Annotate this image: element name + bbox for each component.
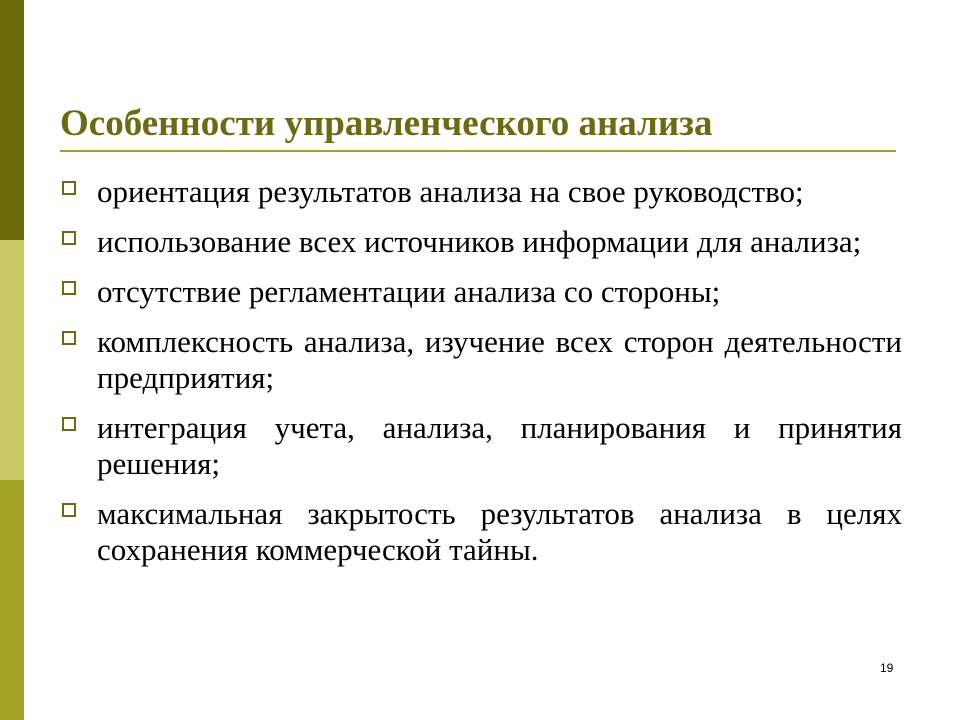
hollow-square-bullet-icon xyxy=(62,417,76,431)
bullet-item xyxy=(60,496,902,568)
bullet-item xyxy=(60,174,902,210)
bullet-list xyxy=(60,174,902,582)
hollow-square-bullet-icon xyxy=(62,503,76,517)
side-bar-light-segment xyxy=(0,240,24,480)
bullet-text: ориентация результатов анализа на свое руководство; xyxy=(97,174,804,209)
bullet-item xyxy=(60,410,902,482)
title-underline-rule xyxy=(60,150,896,152)
bullet-item xyxy=(60,274,902,310)
hollow-square-bullet-icon xyxy=(62,331,76,345)
bullet-text: максимальная закрытость результатов анализа в целях сохранения коммерческой тайны. xyxy=(97,496,902,567)
bullet-text: интеграция учета, анализа, планирования и принятия решения; xyxy=(97,410,902,481)
slide-title: Особенности управленческого анализа xyxy=(60,103,713,144)
hollow-square-bullet-icon xyxy=(62,281,76,295)
side-bar-mid-segment xyxy=(0,480,24,720)
bullet-item xyxy=(60,324,902,396)
bullet-text: комплексность анализа, изучение всех сторон деятельности предприятия; xyxy=(97,324,902,395)
hollow-square-bullet-icon xyxy=(62,181,76,195)
hollow-square-bullet-icon xyxy=(62,231,76,245)
bullet-text: использование всех источников информации для анализа; xyxy=(97,224,862,259)
bullet-item xyxy=(60,224,902,260)
side-bar-dark-segment xyxy=(0,0,24,240)
bullet-text: отсутствие регламентации анализа со стороны; xyxy=(97,274,721,309)
page-number: 19 xyxy=(880,661,894,675)
